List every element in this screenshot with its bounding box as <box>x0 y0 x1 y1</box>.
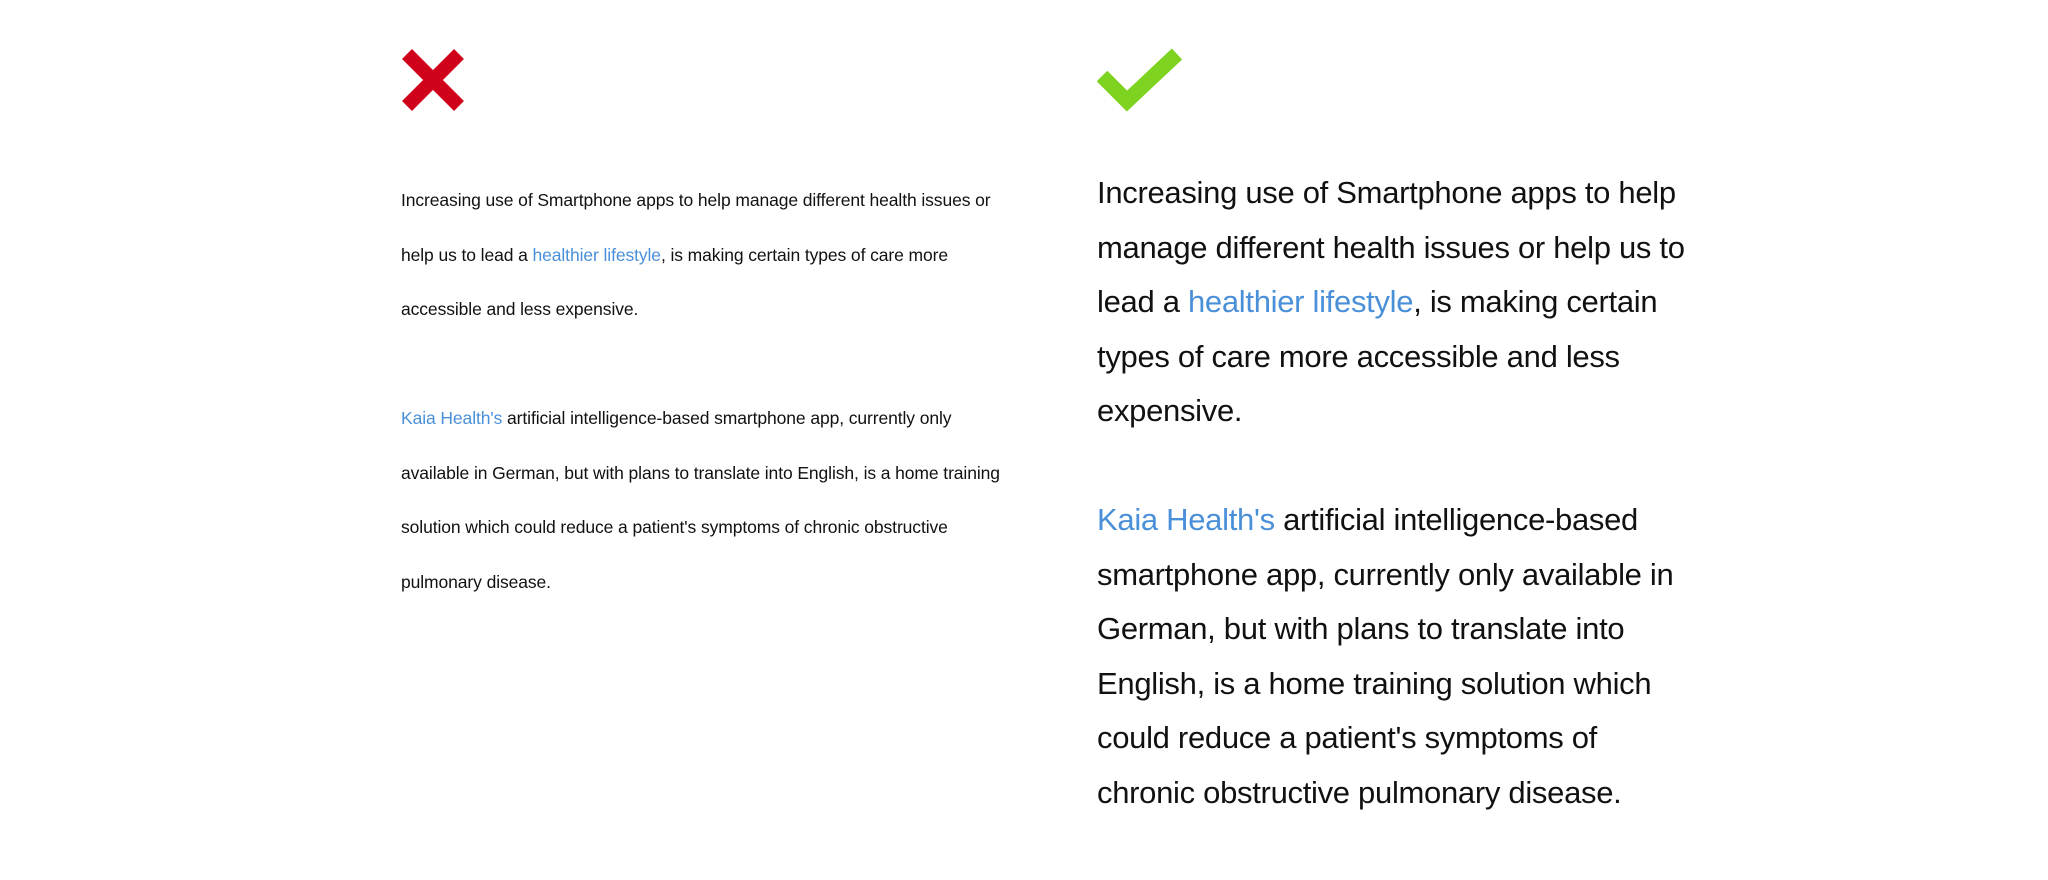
good-paragraph-1 <box>1097 166 1697 439</box>
bad-paragraph-1-text-after: , is making certain types of care more accessible and less expensive. <box>401 244 948 319</box>
bad-paragraph-1 <box>401 173 1001 337</box>
healthier-lifestyle-link[interactable]: healthier lifestyle <box>532 244 661 265</box>
checkmark-icon <box>1097 48 1185 119</box>
cross-icon <box>401 48 465 117</box>
good-paragraph-2 <box>1097 493 1697 820</box>
bad-example-text <box>401 173 1001 609</box>
bad-paragraph-2-text-after: artificial intelligence-based smartphone app, currently only available in German, but with plans to translate into English, is a home training solution which could reduce a patient's symptoms of chronic obstructive pulmonary disease. <box>401 408 1000 592</box>
healthier-lifestyle-link[interactable]: healthier lifestyle <box>1187 284 1414 319</box>
kaia-health-link[interactable]: Kaia Health's <box>1097 502 1275 537</box>
bad-paragraph-2 <box>401 391 1001 609</box>
good-paragraph-2-text-after: artificial intelligence-based smartphone app, currently only available in German, but with plans to translate into English, is a home training solution which could reduce a patient's symptoms of chronic obstructive pulmonary disease. <box>1097 502 1674 810</box>
good-example-text <box>1097 166 1697 820</box>
bad-paragraph-1-text-before: Increasing use of Smartphone apps to help manage different health issues or help us to lead a <box>401 190 991 265</box>
kaia-health-link[interactable]: Kaia Health's <box>401 408 503 428</box>
good-paragraph-1-text-before: Increasing use of Smartphone apps to help manage different health issues or help us to lead a <box>1097 175 1685 319</box>
good-paragraph-1-text-after: , is making certain types of care more accessible and less expensive. <box>1097 284 1658 428</box>
